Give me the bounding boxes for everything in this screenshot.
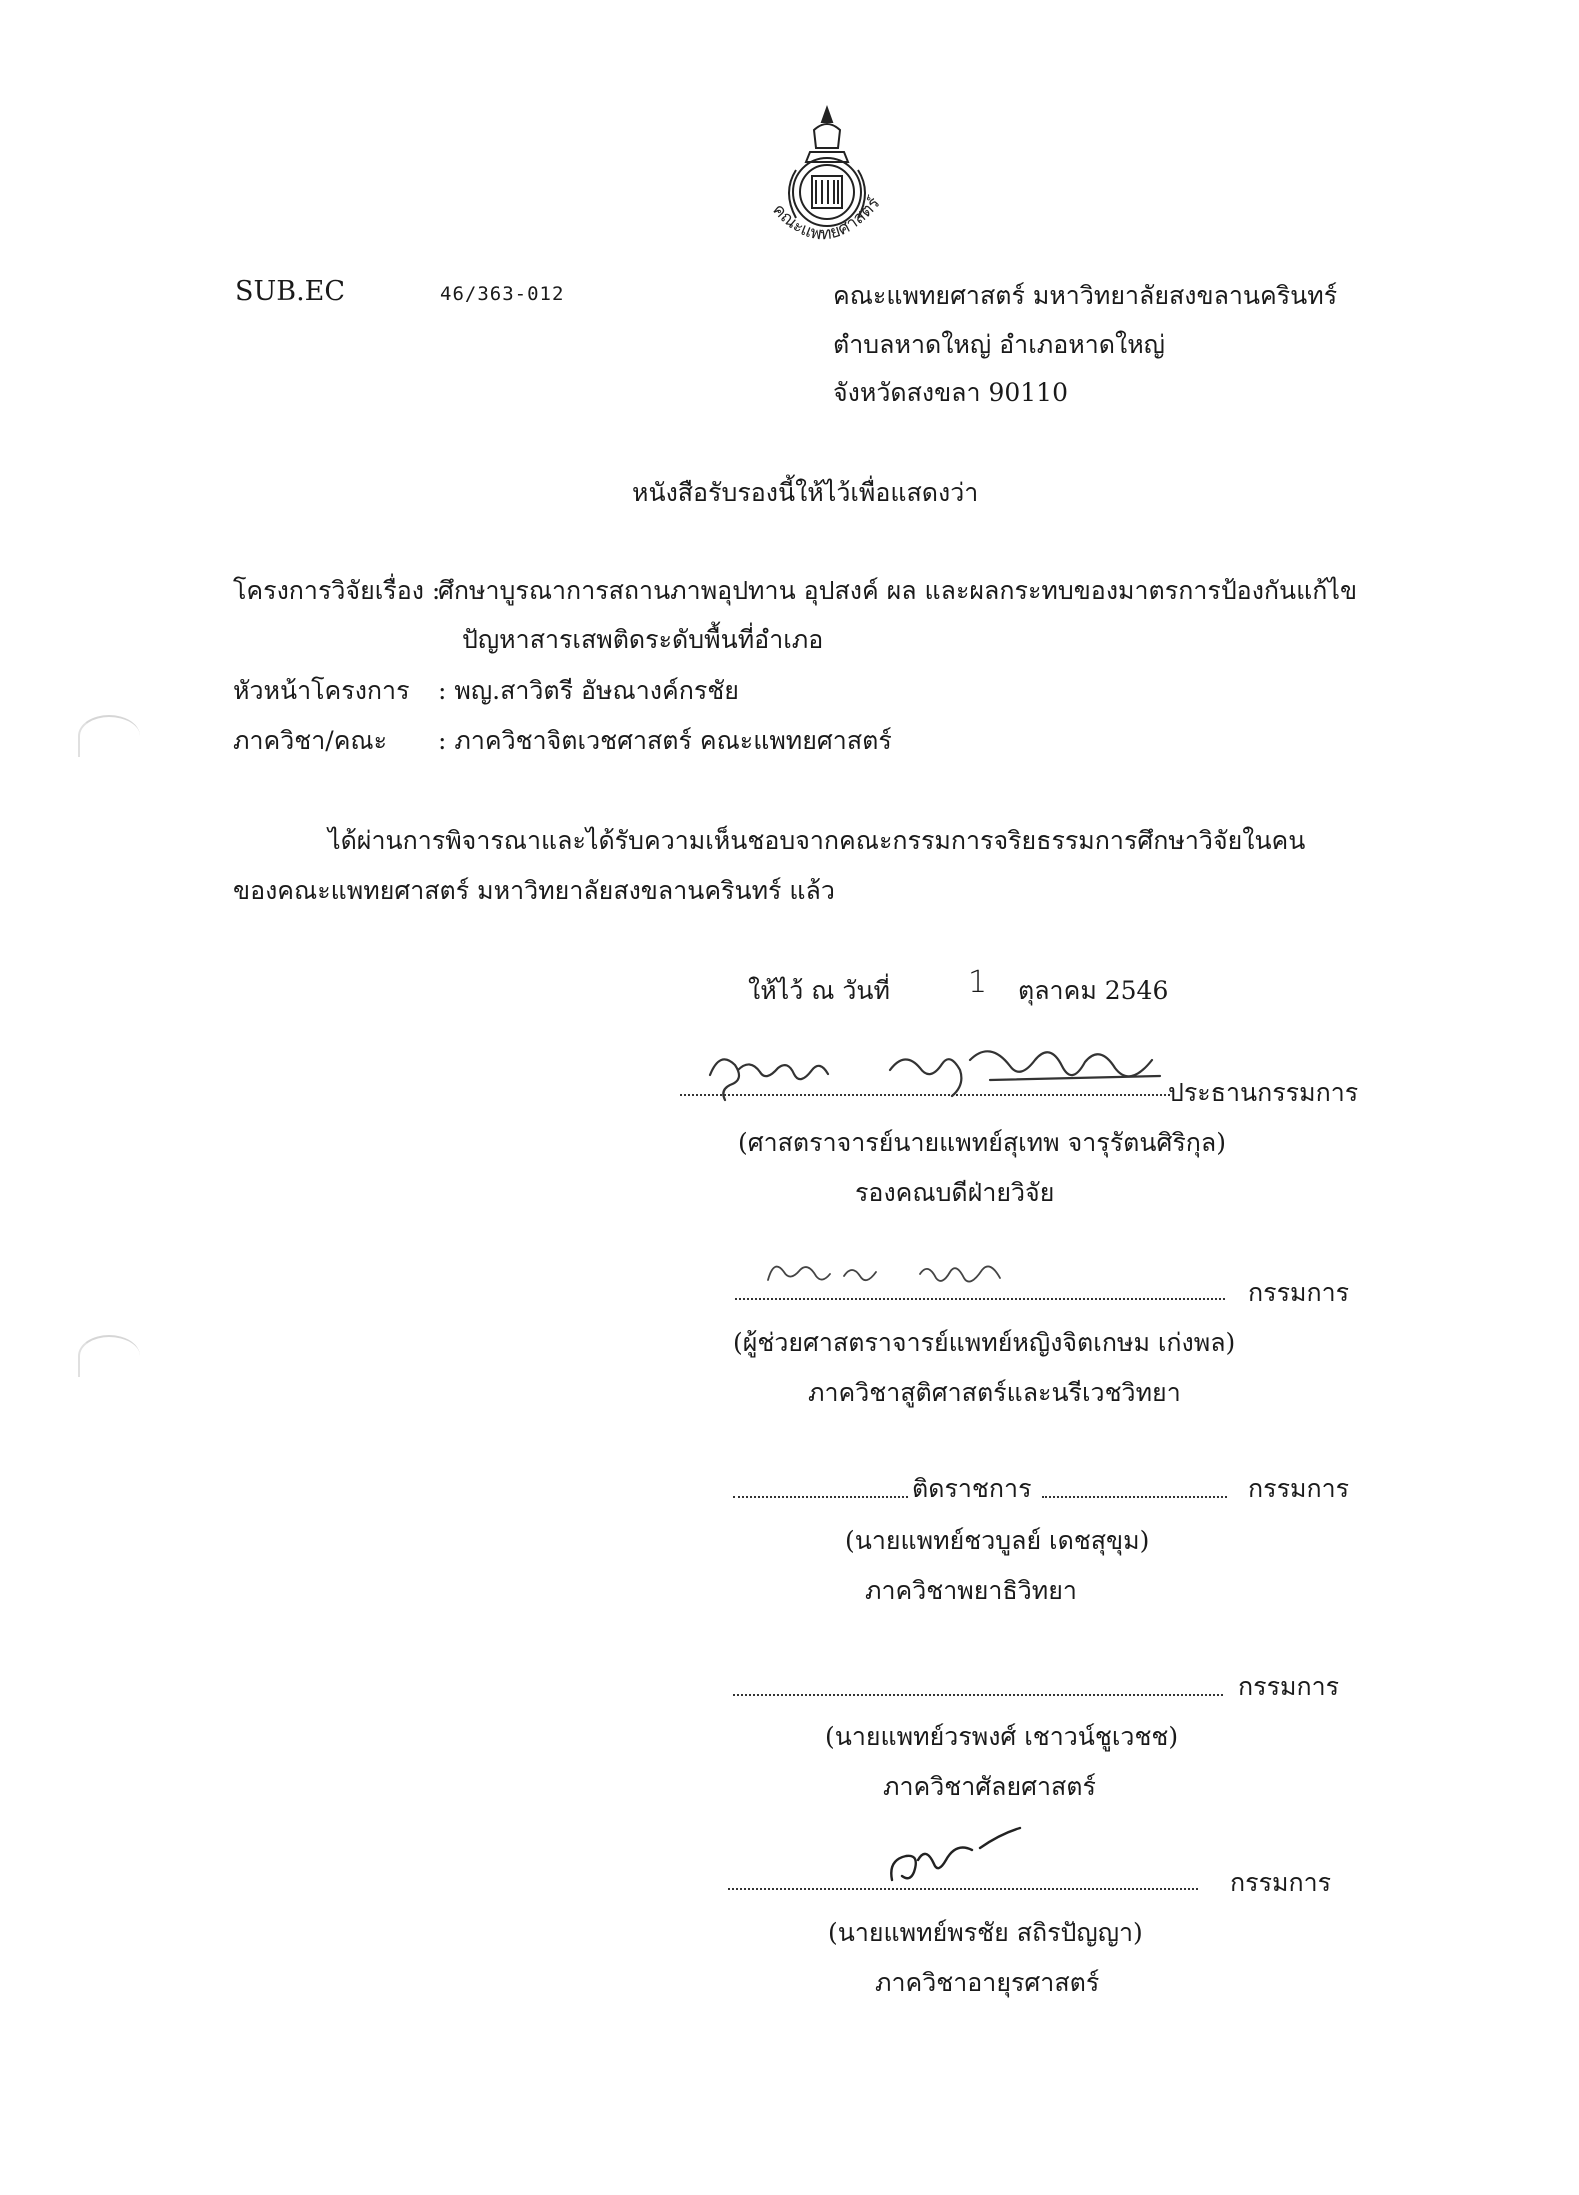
- date-month-year: ตุลาคม 2546: [1018, 976, 1169, 1005]
- project-label: โครงการวิจัยเรื่อง :: [233, 576, 441, 605]
- signature-line-member-4: [728, 1888, 1198, 1890]
- signatory-1-position: รองคณบดีฝ่ายวิจัย: [855, 1178, 1055, 1207]
- signatory-4-role: กรรมการ: [1238, 1672, 1340, 1701]
- punch-hole-mark: [78, 715, 140, 757]
- signatory-2-position: ภาควิชาสูติศาสตร์และนรีเวชวิทยา: [808, 1378, 1181, 1407]
- certificate-title: หนังสือรับรองนี้ให้ไว้เพื่อแสดงว่า: [632, 478, 979, 507]
- punch-hole-mark: [78, 1335, 140, 1377]
- signatory-3-position: ภาควิชาพยาธิวิทยา: [865, 1576, 1077, 1605]
- date-day-handwritten: 1: [968, 965, 988, 1000]
- approval-text-line-2: ของคณะแพทยศาสตร์ มหาวิทยาลัยสงขลานครินทร์ แล้ว: [233, 876, 835, 905]
- signatory-1-role: ประธานกรรมการ: [1168, 1078, 1359, 1107]
- signatory-5-role: กรรมการ: [1230, 1868, 1332, 1897]
- signature-line-member-2-left: [733, 1496, 908, 1498]
- document-code: SUB.EC: [235, 276, 346, 307]
- department-value: : ภาควิชาจิตเวชศาสตร์ คณะแพทยศาสตร์: [438, 726, 892, 755]
- reference-number: 46/363-012: [440, 283, 565, 305]
- seal-text: คณะแพทยศาสตร์: [768, 193, 885, 245]
- signatory-2-role: กรรมการ: [1248, 1278, 1350, 1307]
- signatory-3-note: ติดราชการ: [912, 1474, 1032, 1503]
- date-prefix: ให้ไว้ ณ วันที่: [748, 976, 890, 1005]
- faculty-seal-logo: [752, 100, 902, 270]
- signatory-4-name: (นายแพทย์วรพงศ์ เชาวน์ชูเวชช): [825, 1722, 1179, 1751]
- signature-line-member-2-right: [1042, 1496, 1227, 1498]
- signatory-5-name: (นายแพทย์พรชัย สถิรปัญญา): [828, 1918, 1143, 1947]
- address-line-1: คณะแพทยศาสตร์ มหาวิทยาลัยสงขลานครินทร์: [833, 281, 1338, 310]
- signatory-1-name: (ศาสตราจารย์นายแพทย์สุเทพ จารุรัตนศิริกุล): [738, 1128, 1226, 1157]
- signatory-4-position: ภาควิชาศัลยศาสตร์: [883, 1772, 1096, 1801]
- signature-member-4: [880, 1820, 1040, 1890]
- signature-member-1: [760, 1250, 1060, 1295]
- signature-line-member-3: [733, 1694, 1223, 1696]
- address-line-2: ตำบลหาดใหญ่ อำเภอหาดใหญ่: [833, 330, 1165, 359]
- signatory-2-name: (ผู้ช่วยศาสตราจารย์แพทย์หญิงจิตเกษม เก่งพล): [733, 1328, 1236, 1357]
- project-title-line-1: ศึกษาบูรณาการสถานภาพอุปทาน อุปสงค์ ผล และผลกระทบของมาตรการป้องกันแก้ไข: [438, 576, 1358, 605]
- signatory-3-role: กรรมการ: [1248, 1474, 1350, 1503]
- signature-chair: [690, 1030, 1190, 1110]
- signatory-3-name: (นายแพทย์ชวบูลย์ เดชสุขุม): [845, 1526, 1150, 1555]
- address-line-3: จังหวัดสงขลา 90110: [833, 378, 1068, 407]
- department-label: ภาควิชา/คณะ: [233, 726, 388, 755]
- signature-line-chair: [680, 1094, 1170, 1096]
- project-title-line-2: ปัญหาสารเสพติดระดับพื้นที่อำเภอ: [462, 625, 824, 654]
- signature-line-member-1: [735, 1298, 1225, 1300]
- approval-text-line-1: ได้ผ่านการพิจารณาและได้รับความเห็นชอบจากคณะกรรมการจริยธรรมการศึกษาวิจัยในคน: [328, 826, 1306, 855]
- signatory-5-position: ภาควิชาอายุรศาสตร์: [875, 1968, 1100, 1997]
- project-head-label: หัวหน้าโครงการ: [233, 676, 410, 705]
- project-head-value: : พญ.สาวิตรี อัษณางค์กรชัย: [438, 676, 739, 705]
